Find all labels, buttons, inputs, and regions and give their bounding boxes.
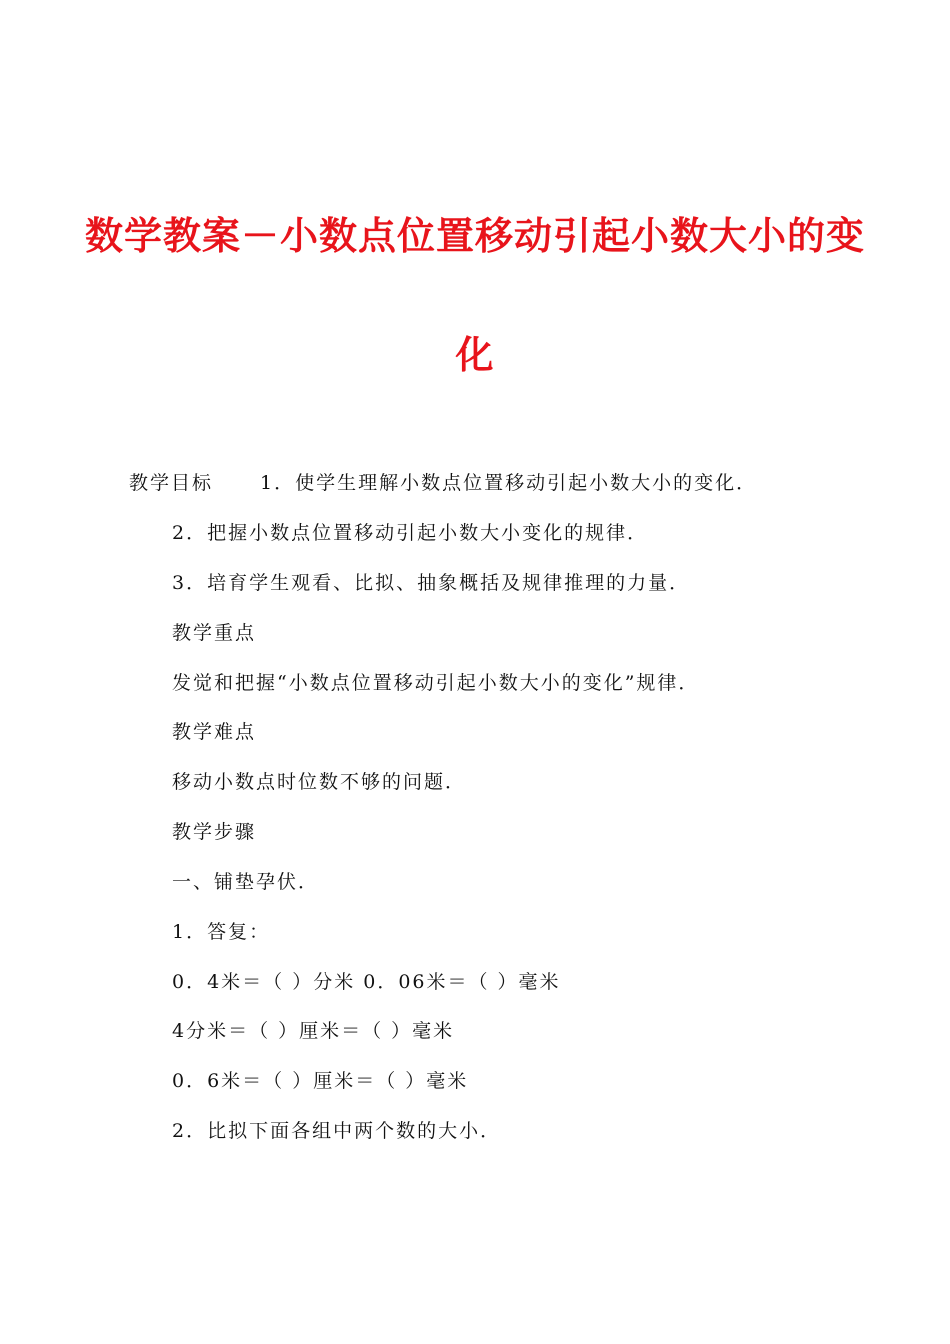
objective-3: 3．培育学生观看、比拟、抽象概括及规律推理的力量． xyxy=(172,572,691,594)
key-points-heading: 教学重点 xyxy=(172,622,257,644)
exercise-2-label: 2．比拟下面各组中两个数的大小． xyxy=(172,1120,502,1142)
step-1-heading: 一、铺垫孕伏． xyxy=(172,871,320,893)
objective-1: 1．使学生理解小数点位置移动引起小数大小的变化． xyxy=(260,472,758,494)
difficulty-heading: 教学难点 xyxy=(172,721,257,743)
steps-heading: 教学步骤 xyxy=(172,821,257,843)
objective-2: 2．把握小数点位置移动引起小数大小变化的规律． xyxy=(172,522,649,544)
objectives-label: 教学目标 xyxy=(129,472,214,494)
exercise-line-3: 0．6米＝（ ）厘米＝（ ）毫米 xyxy=(172,1070,469,1092)
document-title-line-1: 数学教案－小数点位置移动引起小数大小的变 xyxy=(84,214,865,258)
difficulty-text: 移动小数点时位数不够的问题． xyxy=(172,771,467,793)
exercise-1-label: 1．答复： xyxy=(172,921,271,943)
document-title-line-2: 化 xyxy=(455,333,495,377)
exercise-line-1: 0．4米＝（ ）分米 0．06米＝（ ）毫米 xyxy=(172,971,561,993)
exercise-line-2: 4分米＝（ ）厘米＝（ ）毫米 xyxy=(172,1020,455,1042)
key-points-text: 发觉和把握“小数点位置移动引起小数大小的变化”规律． xyxy=(172,672,700,694)
